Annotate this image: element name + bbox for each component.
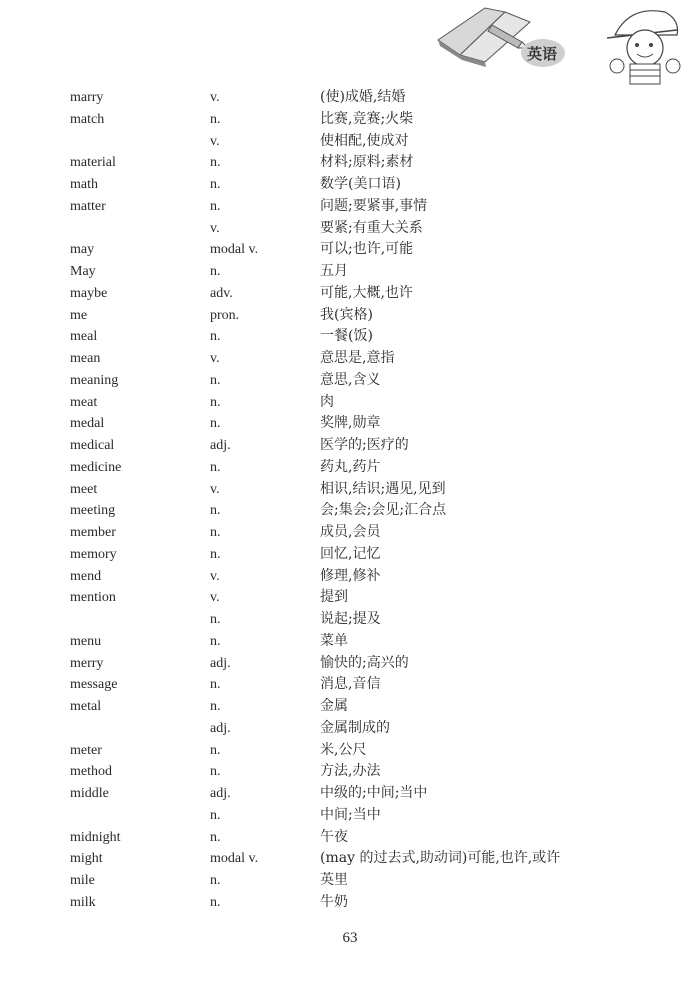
vocab-entry	[0, 805, 700, 827]
entry-word: material	[70, 155, 116, 171]
entry-meaning: 问题;要紧事,事情	[320, 197, 428, 214]
entry-meaning: (使)成婚,结婚	[320, 89, 406, 105]
entry-pos: n.	[210, 873, 221, 888]
entry-word: maybe	[70, 285, 108, 301]
entry-pos: n.	[210, 416, 221, 432]
vocab-entry	[0, 544, 700, 566]
subject-badge: 英语	[527, 45, 558, 63]
entry-pos: n.	[210, 372, 221, 388]
entry-meaning: 我(宾格)	[320, 306, 373, 323]
entry-word: mean	[70, 351, 101, 366]
entry-meaning: 说起;提及	[320, 611, 381, 627]
entry-word: mention	[70, 590, 116, 606]
entry-meaning: 金属制成的	[320, 719, 390, 736]
vocab-entry	[0, 631, 700, 653]
vocab-entry	[0, 218, 700, 240]
entry-meaning: 比赛,竞赛;火柴	[320, 110, 414, 127]
entry-meaning: 医学的;医疗的	[320, 437, 409, 453]
vocab-entry	[0, 718, 700, 740]
entry-word: mile	[70, 873, 95, 888]
vocab-entry	[0, 892, 700, 914]
vocab-entry	[0, 522, 700, 544]
entry-word: memory	[70, 546, 117, 562]
entry-pos: adj.	[210, 786, 231, 801]
entry-word: medical	[70, 438, 115, 453]
vocab-entry	[0, 696, 700, 718]
vocab-entry	[0, 566, 700, 588]
entry-meaning: 五月	[320, 263, 348, 279]
entry-pos: n.	[210, 177, 221, 192]
vocab-entry	[0, 196, 700, 218]
entry-word: milk	[70, 894, 96, 910]
entry-meaning: 中间;当中	[320, 806, 381, 823]
entry-meaning: 金属	[320, 698, 348, 714]
entry-word: meeting	[70, 503, 116, 519]
entry-pos: n.	[210, 633, 221, 649]
entry-pos: v.	[210, 481, 220, 497]
vocab-entry	[0, 500, 700, 522]
header-illustration	[430, 0, 700, 85]
entry-pos: n.	[210, 155, 221, 171]
entry-word: meet	[70, 481, 98, 497]
entry-word: metal	[70, 699, 102, 714]
entry-pos: v.	[210, 590, 220, 606]
entry-word: member	[70, 525, 116, 540]
entry-pos: adj.	[210, 655, 231, 671]
entry-meaning: 中级的;中间;当中	[320, 785, 428, 801]
vocabulary-list	[0, 87, 700, 914]
entry-meaning: 牛奶	[320, 893, 348, 910]
entry-word: May	[70, 264, 96, 279]
entry-meaning: 修理,修补	[320, 567, 381, 584]
entry-meaning: 意思是,意指	[320, 350, 395, 366]
entry-pos: adj.	[210, 720, 231, 736]
entry-pos: v.	[210, 351, 220, 366]
entry-meaning: 一餐(饭)	[320, 328, 373, 345]
entry-pos: v.	[210, 568, 220, 584]
entry-pos: n.	[210, 829, 221, 845]
entry-word: math	[70, 177, 98, 192]
entry-word: meaning	[70, 372, 119, 388]
page-number: 63	[342, 930, 358, 946]
vocab-entry	[0, 740, 700, 762]
vocab-entry	[0, 827, 700, 849]
entry-pos: v.	[210, 90, 220, 105]
entry-pos: n.	[210, 677, 221, 693]
vocab-entry	[0, 609, 700, 631]
entry-meaning: 使相配,使成对	[320, 132, 409, 149]
entry-word: merry	[70, 655, 104, 671]
entry-meaning: 奖牌,勋章	[320, 415, 381, 432]
entry-word: meal	[70, 329, 98, 345]
entry-word: message	[70, 677, 118, 693]
entry-meaning: 相识,结识;遇见,见到	[320, 480, 446, 497]
vocab-entry	[0, 674, 700, 696]
entry-pos: n.	[210, 699, 221, 714]
vocab-entry	[0, 392, 700, 414]
entry-meaning: 肉	[320, 393, 334, 410]
vocab-entry	[0, 457, 700, 479]
entry-meaning: 提到	[320, 589, 348, 606]
entry-word: midnight	[70, 829, 121, 845]
vocab-entry	[0, 305, 700, 327]
vocab-entry	[0, 783, 700, 805]
entry-pos: v.	[210, 133, 220, 149]
entry-meaning: 菜单	[320, 632, 348, 649]
vocab-entry	[0, 413, 700, 435]
entry-meaning: 英里	[320, 872, 348, 888]
entry-word: medicine	[70, 459, 122, 475]
entry-word: might	[70, 851, 103, 867]
cartoon-boy-icon	[585, 0, 695, 85]
entry-pos: n.	[210, 894, 221, 910]
entry-meaning: 材料;原料;素材	[320, 154, 414, 171]
entry-word: me	[70, 307, 88, 323]
vocab-entry	[0, 152, 700, 174]
vocab-entry	[0, 761, 700, 783]
vocab-entry	[0, 479, 700, 501]
entry-word: marry	[70, 90, 104, 105]
entry-pos: pron.	[210, 307, 240, 323]
entry-meaning: 方法,办法	[320, 763, 381, 780]
entry-pos: modal v.	[210, 851, 259, 867]
entry-word: medal	[70, 416, 105, 432]
entry-pos: adj.	[210, 438, 231, 453]
entry-meaning: 会;集会;会见;汇合点	[320, 502, 447, 519]
vocab-entry	[0, 587, 700, 609]
entry-meaning: 数学(美口语)	[320, 176, 401, 192]
entry-pos: n.	[210, 807, 221, 823]
entry-word: match	[70, 111, 105, 127]
vocab-entry	[0, 283, 700, 305]
vocab-entry	[0, 239, 700, 261]
vocab-entry	[0, 435, 700, 457]
entry-word: may	[70, 242, 95, 258]
entry-pos: n.	[210, 459, 221, 475]
entry-word: menu	[70, 633, 102, 649]
entry-meaning: 要紧;有重大关系	[320, 219, 423, 236]
entry-meaning: 回忆,记忆	[320, 545, 381, 562]
entry-word: meter	[70, 742, 102, 758]
entry-meaning: 可能,大概,也许	[320, 284, 413, 301]
entry-pos: n.	[210, 394, 221, 410]
entry-pos: n.	[210, 264, 221, 279]
entry-word: method	[70, 764, 112, 780]
vocab-entry	[0, 131, 700, 153]
vocab-entry	[0, 848, 700, 870]
entry-pos: n.	[210, 503, 221, 519]
vocab-entry	[0, 653, 700, 675]
entry-word: matter	[70, 198, 106, 214]
vocab-entry	[0, 109, 700, 131]
entry-pos: modal v.	[210, 242, 259, 258]
entry-pos: adv.	[210, 285, 233, 301]
entry-meaning: 消息,音信	[320, 676, 381, 693]
entry-meaning: 可以;也许,可能	[320, 241, 414, 258]
entry-meaning: 午夜	[320, 828, 348, 845]
vocab-entry	[0, 348, 700, 370]
entry-meaning: 成员,会员	[320, 524, 381, 540]
entry-pos: n.	[210, 546, 221, 562]
vocab-entry	[0, 326, 700, 348]
entry-meaning: 意思,含义	[320, 371, 381, 388]
vocab-entry	[0, 174, 700, 196]
entry-meaning: (may 的过去式,助动词)可能,也许,或许	[320, 850, 561, 867]
entry-meaning: 愉快的;高兴的	[320, 654, 409, 671]
vocab-entry	[0, 370, 700, 392]
entry-pos: v.	[210, 220, 220, 236]
entry-meaning: 药丸,药片	[320, 458, 381, 475]
vocab-entry	[0, 870, 700, 892]
entry-pos: n.	[210, 742, 221, 758]
vocab-entry	[0, 261, 700, 283]
entry-word: mend	[70, 568, 102, 584]
entry-pos: n.	[210, 198, 221, 214]
entry-meaning: 米,公尺	[320, 741, 367, 758]
entry-pos: n.	[210, 111, 221, 127]
entry-pos: n.	[210, 329, 221, 345]
entry-word: middle	[70, 786, 109, 801]
entry-word: meat	[70, 394, 98, 410]
entry-pos: n.	[210, 764, 221, 780]
entry-pos: n.	[210, 525, 221, 540]
vocab-entry	[0, 87, 700, 109]
entry-pos: n.	[210, 612, 221, 627]
